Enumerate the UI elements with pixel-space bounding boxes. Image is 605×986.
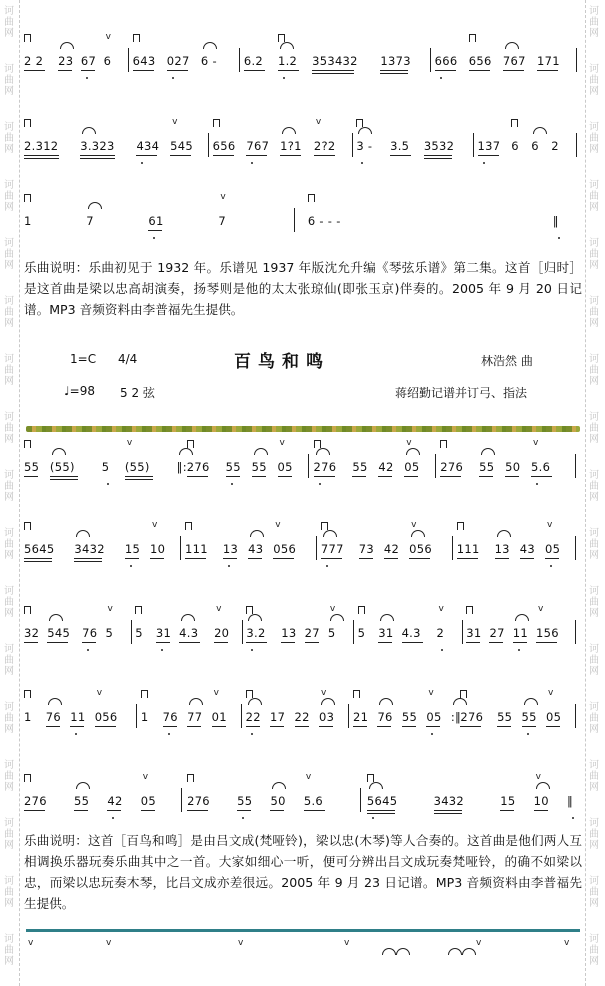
note-group: 4.3	[179, 626, 199, 640]
note-group: 6 - - -	[307, 214, 341, 228]
key-signature: 1=C	[70, 352, 97, 366]
watermark-text: 诃 曲 网	[4, 180, 14, 213]
note-group: 1	[24, 214, 32, 228]
note-group: 42	[107, 794, 123, 808]
note-group: 3.323	[80, 139, 115, 153]
note-group: 05	[140, 794, 156, 808]
right-watermark-strip	[585, 0, 605, 986]
watermark-text: 诃 曲 网	[589, 470, 599, 503]
note-group: 55	[24, 460, 40, 474]
barline	[128, 48, 129, 72]
note-group: 5	[135, 626, 143, 640]
barline	[181, 788, 182, 812]
note-group: 3532	[423, 139, 455, 153]
barline	[180, 536, 181, 560]
note-group: 056	[273, 542, 297, 556]
barline	[316, 536, 317, 560]
note-group: 15	[500, 794, 516, 808]
note-group: 03	[318, 710, 335, 724]
note-group: 55	[352, 460, 368, 474]
note-group: 43	[248, 542, 264, 556]
note-group: 545	[170, 139, 194, 153]
note-group: 767	[246, 139, 270, 153]
note-group: 643	[132, 54, 156, 68]
barline	[239, 48, 240, 72]
note-group: 5	[357, 626, 366, 640]
note-group: 22	[294, 710, 310, 724]
note-group: 67	[80, 54, 97, 68]
watermark-text: 诃 曲 网	[589, 934, 599, 967]
note-group: 2.312	[24, 139, 59, 153]
note-group: 05	[404, 460, 420, 474]
piece-title: 百鸟和鸣	[234, 352, 330, 372]
watermark-text: 诃 曲 网	[4, 296, 14, 329]
notation-line: 276 55 42 05 v 276 55 50 5.6 v 5645 3432 15 10 v ‖	[24, 770, 584, 830]
note-group: 656	[212, 139, 236, 153]
note-group: 31	[378, 626, 394, 640]
note-group: 05	[426, 710, 442, 724]
note-group: 656	[468, 54, 492, 68]
barline	[575, 454, 576, 478]
note-group: 5645	[366, 794, 398, 808]
note-group: 23	[58, 54, 74, 68]
notation-line: 32 545 76 5 v 5 31 4.3 20 v 3.2 13 27 5 v 5 31 4.3 2 v 31 27 11 156 v	[24, 602, 584, 662]
watermark-text: 诃 曲 网	[4, 6, 14, 39]
note-group: 111	[456, 542, 480, 556]
watermark-text: 诃 曲 网	[4, 934, 14, 967]
notation-line: 1 7 61 7 v 6 - - - ‖	[24, 190, 584, 250]
note-group: 6 -	[200, 54, 217, 68]
watermark-text: 诃 曲 网	[589, 818, 599, 851]
note-group: 1?1	[280, 139, 302, 153]
watermark-text: 诃 曲 网	[589, 296, 599, 329]
note-group: 01	[211, 710, 227, 724]
note-group: ‖	[552, 214, 559, 228]
note-group: 276	[440, 460, 464, 474]
note-group: 61	[148, 214, 164, 228]
barline	[473, 133, 474, 157]
note-group: 05	[546, 710, 562, 724]
note-group: 76	[82, 626, 98, 640]
note-group: 666	[434, 54, 458, 68]
watermark-text: 诃 曲 网	[589, 122, 599, 155]
barline	[430, 48, 431, 72]
note-group: 1	[140, 710, 149, 724]
tuning: 5 2 弦	[120, 386, 155, 400]
notation-line: 2.312 3.323 434 545 v 656 767 1?1 2?2 v 3 - 3.5 3532 137 6 6 2	[24, 115, 584, 175]
note-group: 7	[86, 214, 94, 228]
note-group: 5645	[24, 542, 55, 556]
note-group: 76	[45, 710, 61, 724]
note-group: 15	[124, 542, 141, 556]
watermark-text: 诃 曲 网	[589, 354, 599, 387]
barline	[241, 704, 242, 728]
note-group: 2?2	[313, 139, 336, 153]
description-2: 乐曲说明：这首［百鸟和鸣］是由吕文成(梵哑铃)，梁以忠(木琴)等人合奏的。这首曲是他们两人互相调换乐器玩奏乐曲其中之一首。大家如细心一听，便可分辨出吕文成玩奏梵哑铃，的确不如梁以忠，而梁以忠玩奏木琴，比吕文成亦差很远。2005 年 9 月 23 日记谱。MP3 音频资料由李普福先生提供。	[24, 833, 582, 911]
watermark-text: 诃 曲 网	[4, 818, 14, 851]
note-group: 2	[551, 139, 559, 153]
note-group: 6	[511, 139, 519, 153]
note-group: 11	[512, 626, 528, 640]
note-group: 276	[313, 460, 337, 474]
note-group: (55)	[124, 460, 150, 474]
note-group: 27	[304, 626, 320, 640]
description-1: 乐曲说明：乐曲初见于 1932 年。乐谱见 1937 年版沈允升编《琴弦乐谱》第二集。这首［归时］是这首曲是梁以忠高胡演奏，扬琴则是他的太太张琼仙(即张玉京)伴奏的。2005 年 9 月 20 日记谱。MP3 音频资料由李普福先生提供。	[24, 260, 582, 317]
note-group: 5	[105, 626, 114, 640]
note-group: 55	[225, 460, 241, 474]
barline	[242, 620, 243, 644]
note-group: :‖	[450, 710, 462, 724]
note-group: 10	[533, 794, 549, 808]
barline	[352, 133, 353, 157]
note-group: 156	[536, 626, 559, 640]
note-group: 777	[320, 542, 344, 556]
note-group: 3 -	[356, 139, 373, 153]
note-group: 5.6	[531, 460, 551, 474]
watermark-text: 诃 曲 网	[589, 644, 599, 677]
note-group: 13	[222, 542, 239, 556]
note-group: 056	[409, 542, 432, 556]
watermark-text: 诃 曲 网	[589, 876, 599, 909]
note-group: 05	[544, 542, 561, 556]
arranger: 蒋绍勤记谱并订弓、指法	[395, 386, 528, 400]
partial-notation-line: v v v v v v	[24, 930, 584, 986]
note-group: 11	[70, 710, 86, 724]
note-group: ‖	[567, 794, 574, 808]
watermark-text: 诃 曲 网	[589, 760, 599, 793]
barline	[575, 620, 576, 644]
note-group: 5	[101, 460, 110, 474]
note-group: 22	[245, 710, 261, 724]
watermark-text: 诃 曲 网	[589, 6, 599, 39]
note-group: 1	[24, 710, 32, 724]
note-group: 32	[24, 626, 40, 640]
barline	[308, 454, 309, 478]
note-group: 3.2	[246, 626, 266, 640]
note-group: 6	[531, 139, 539, 153]
note-group: 10	[150, 542, 166, 556]
note-group: ‖:	[176, 460, 187, 474]
watermark-text: 诃 曲 网	[589, 64, 599, 97]
watermark-text: 诃 曲 网	[589, 412, 599, 445]
watermark-text: 诃 曲 网	[589, 238, 599, 271]
barline	[360, 788, 361, 812]
floral-divider	[26, 426, 580, 432]
note-group: 42	[378, 460, 394, 474]
note-group: 76	[377, 710, 393, 724]
note-group: 50	[270, 794, 286, 808]
note-group: 027	[166, 54, 190, 68]
note-group: 73	[358, 542, 374, 556]
watermark-text: 诃 曲 网	[4, 760, 14, 793]
barline	[575, 704, 576, 728]
note-group: 4.3	[401, 626, 421, 640]
note-group: 2	[436, 626, 445, 640]
note-group: 55	[74, 794, 90, 808]
note-group: 2 2	[24, 54, 44, 68]
watermark-text: 诃 曲 网	[589, 586, 599, 619]
watermark-text: 诃 曲 网	[4, 122, 14, 155]
watermark-text: 诃 曲 网	[4, 238, 14, 271]
notation-line: 55 (55) 5 (55) v ‖: 276 55 55 05 v 276 55 42 05 v 276 55 50 5.6 v	[24, 436, 584, 496]
note-group: 111	[185, 542, 208, 556]
note-group: 276	[24, 794, 47, 808]
note-group: 5	[327, 626, 336, 640]
time-signature: 4/4	[118, 352, 138, 366]
note-group: 137	[477, 139, 501, 153]
note-group: 55	[521, 710, 537, 724]
note-group: 5.6	[303, 794, 324, 808]
watermark-text: 诃 曲 网	[4, 412, 14, 445]
tempo: ♩=98	[64, 384, 95, 398]
note-group: 6	[103, 54, 112, 68]
notation-line: 5645 3432 15 10 v 111 13 43 056 v 777 73 42 056 v 111 13 43 05 v	[24, 518, 584, 578]
note-group: 55	[497, 710, 513, 724]
note-group: 55	[401, 710, 418, 724]
note-group: 55	[479, 460, 495, 474]
note-group: 55	[237, 794, 253, 808]
left-watermark-strip	[0, 0, 20, 986]
barline	[208, 133, 209, 157]
watermark-text: 诃 曲 网	[4, 528, 14, 561]
watermark-text: 诃 曲 网	[4, 586, 14, 619]
watermark-text: 诃 曲 网	[589, 528, 599, 561]
note-group: 31	[155, 626, 172, 640]
watermark-text: 诃 曲 网	[4, 702, 14, 735]
note-group: 3.5	[390, 139, 410, 153]
notation-line: 2 2 23 67 6 v 643 027 6 - 6.2 1.2 353432 1373 666 656 767 171	[24, 30, 584, 90]
note-group: 17	[270, 710, 286, 724]
watermark-text: 诃 曲 网	[4, 354, 14, 387]
note-group: 55	[251, 460, 267, 474]
note-group: 27	[489, 626, 505, 640]
note-group: 276	[460, 710, 484, 724]
composer: 林浩然 曲	[481, 354, 533, 368]
note-group: 1.2	[277, 54, 298, 68]
note-group: 3432	[74, 542, 105, 556]
barline	[462, 620, 463, 644]
note-group: 353432	[312, 54, 358, 68]
watermark-text: 诃 曲 网	[4, 64, 14, 97]
watermark-text: 诃 曲 网	[4, 876, 14, 909]
note-group: 13	[281, 626, 297, 640]
note-group: (55)	[49, 460, 75, 474]
note-group: 50	[505, 460, 521, 474]
note-group: 767	[502, 54, 526, 68]
barline	[575, 536, 576, 560]
barline	[353, 620, 354, 644]
note-group: 6.2	[243, 54, 264, 68]
note-group: 42	[383, 542, 400, 556]
note-group: 1373	[380, 54, 411, 68]
watermark-text: 诃 曲 网	[589, 180, 599, 213]
note-group: 434	[136, 139, 160, 153]
watermark-text: 诃 曲 网	[589, 702, 599, 735]
note-group: 3432	[433, 794, 465, 808]
barline	[294, 208, 295, 232]
note-group: 76	[162, 710, 178, 724]
note-group: 77	[187, 710, 203, 724]
note-group: 43	[519, 542, 535, 556]
note-group: 31	[466, 626, 482, 640]
watermark-text: 诃 曲 网	[4, 470, 14, 503]
note-group: 276	[187, 794, 210, 808]
note-group: 7	[218, 214, 227, 228]
barline	[435, 454, 436, 478]
watermark-text: 诃 曲 网	[4, 644, 14, 677]
note-group: 276	[186, 460, 210, 474]
note-group: 13	[494, 542, 510, 556]
note-group: 21	[352, 710, 369, 724]
note-group: 20	[214, 626, 230, 640]
note-group: 171	[537, 54, 560, 68]
note-group: 545	[47, 626, 71, 640]
barline	[348, 704, 349, 728]
barline	[131, 620, 132, 644]
note-group: 05	[277, 460, 293, 474]
barline	[576, 133, 577, 157]
barline	[136, 704, 137, 728]
barline	[452, 536, 453, 560]
note-group: 056	[94, 710, 118, 724]
notation-line: 1 76 11 056 v 1 76 77 01 v 22 17 22 03 v 21 76 55 05 v :‖ 276 55 55 05 v	[24, 686, 584, 746]
barline	[576, 48, 577, 72]
